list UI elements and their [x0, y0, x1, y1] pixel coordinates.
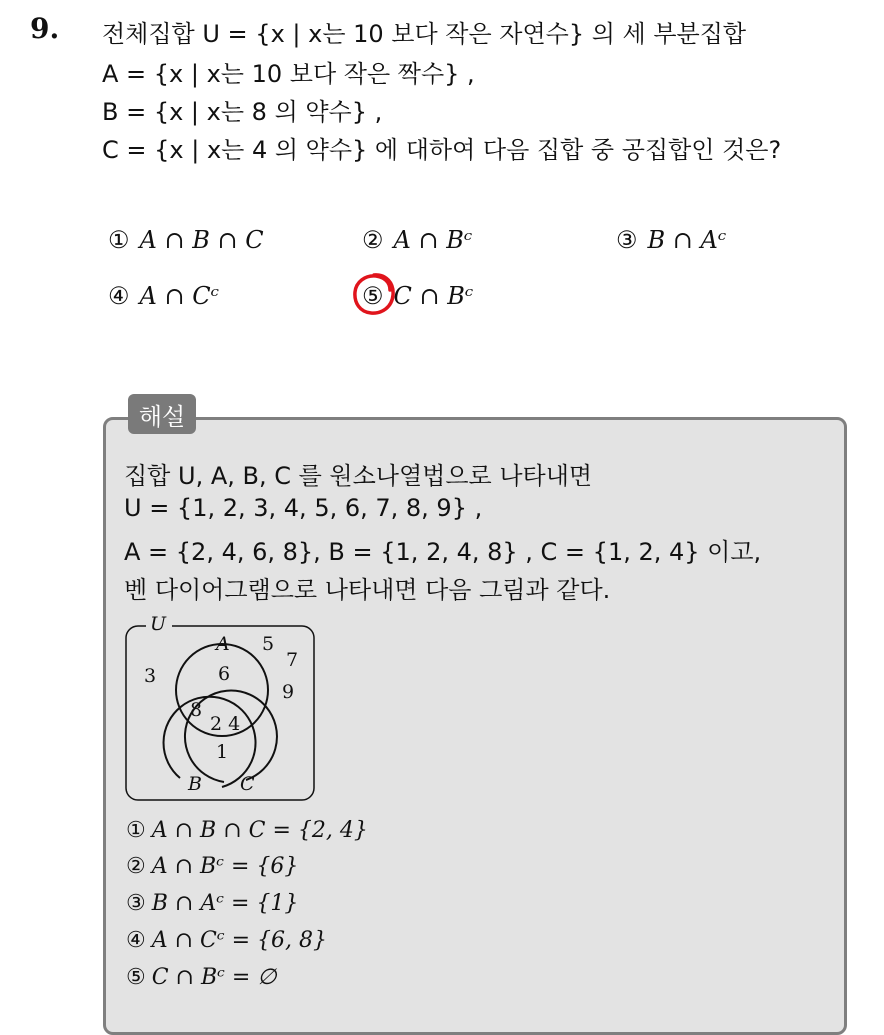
venn-value-outside-1: 3 [144, 665, 157, 687]
result-1-expr: A ∩ B ∩ C = {2, 4} [151, 818, 368, 843]
choice-2-number: ② [362, 226, 384, 254]
result-2 [126, 854, 298, 879]
question-line-1: 전체집합 U = {x | x는 10 보다 작은 자연수} 의 세 부분집합 [102, 20, 747, 48]
venn-value-b-c: 1 [216, 741, 229, 763]
result-2-expr: A ∩ Bᶜ = {6} [151, 854, 299, 879]
choice-3-expr: B ∩ Aᶜ [647, 226, 727, 254]
solution-line-2: U = {1, 2, 3, 4, 5, 6, 7, 8, 9} , [124, 494, 483, 522]
result-4-expr: A ∩ Cᶜ = {6, 8} [151, 928, 328, 953]
choice-1-number: ① [108, 226, 130, 254]
result-1 [126, 818, 368, 843]
result-3-expr: B ∩ Aᶜ = {1} [151, 891, 299, 916]
choice-4-expr: A ∩ Cᶜ [139, 282, 220, 310]
result-5-number: ⑤ [126, 965, 146, 990]
result-3-number: ③ [126, 891, 146, 916]
solution-line-3: A = {2, 4, 6, 8}, B = {1, 2, 4, 8} , C = {1, 2, 4} 이고, [124, 538, 762, 566]
venn-value-a-only: 6 [218, 663, 231, 685]
choice-2-expr: A ∩ Bᶜ [393, 226, 473, 254]
choice-1-expr: A ∩ B ∩ C [139, 226, 264, 254]
venn-value-outside-2: 5 [262, 633, 275, 655]
question-line-4: C = {x | x는 4 의 약수} 에 대하여 다음 집합 중 공집합인 것은? [102, 136, 782, 164]
solution-line-4: 벤 다이어그램으로 나타내면 다음 그림과 같다. [124, 576, 611, 604]
set-c-label: C [240, 773, 255, 795]
universe-label: U [150, 613, 167, 635]
result-3 [126, 891, 298, 916]
result-2-number: ② [126, 854, 146, 879]
result-4 [126, 928, 327, 953]
result-4-number: ④ [126, 928, 146, 953]
question-number: 9. [30, 12, 60, 45]
question-line-2: A = {x | x는 10 보다 작은 짝수} , [102, 60, 475, 88]
choice-1[interactable] [108, 226, 264, 254]
solution-tag: 해설 [128, 394, 196, 434]
choice-4[interactable] [108, 282, 219, 310]
result-5 [126, 965, 277, 990]
venn-value-a-b: 8 [190, 699, 203, 721]
result-5-expr: C ∩ Bᶜ = ∅ [151, 965, 277, 990]
set-b-label: B [188, 773, 202, 795]
set-a-label: A [216, 633, 230, 655]
choice-3[interactable] [616, 226, 726, 254]
choice-3-number: ③ [616, 226, 638, 254]
choice-4-number: ④ [108, 282, 130, 310]
question-line-3: B = {x | x는 8 의 약수} , [102, 98, 383, 126]
venn-value-a-b-c: 2 4 [210, 713, 241, 735]
answer-mark-circle-icon [350, 270, 398, 318]
venn-diagram [124, 612, 320, 804]
choice-5-number: ⑤ [362, 282, 384, 310]
choice-2[interactable] [362, 226, 472, 254]
solution-line-1: 집합 U, A, B, C 를 원소나열법으로 나타내면 [124, 462, 593, 490]
venn-value-outside-4: 9 [282, 681, 295, 703]
result-1-number: ① [126, 818, 146, 843]
choice-5-expr: C ∩ Bᶜ [393, 282, 474, 310]
venn-value-outside-3: 7 [286, 649, 299, 671]
